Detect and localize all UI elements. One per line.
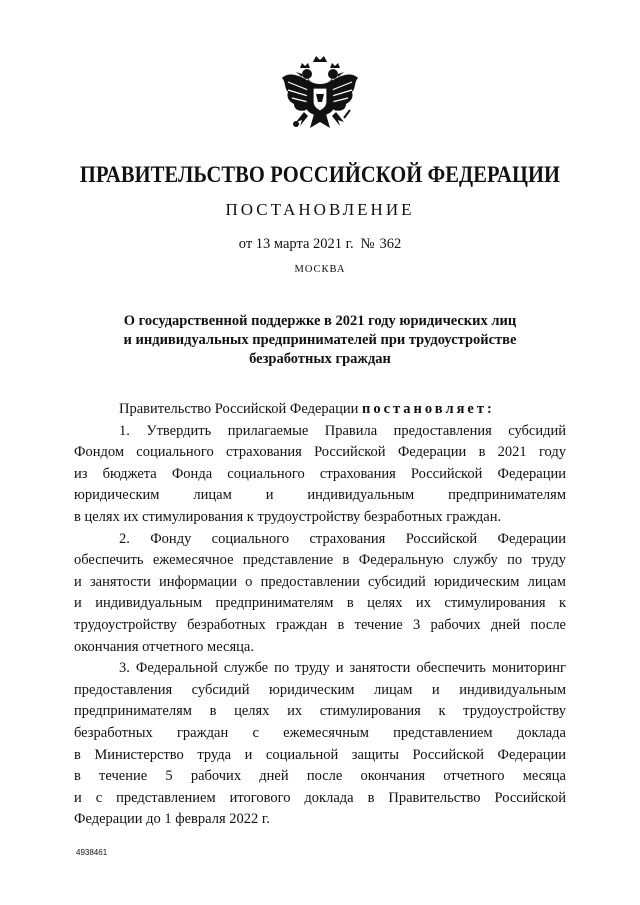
intro-line [74, 399, 566, 421]
paragraph-line: и занятости информации о предоставлении субсидий юридическим лицам [74, 573, 566, 590]
paragraph-line: окончания отчетного месяца. [74, 638, 254, 655]
paragraph-3 [74, 658, 566, 831]
document-body [74, 399, 566, 831]
document-heading [100, 312, 540, 369]
intro-text: Правительство Российской Федерации [119, 401, 359, 417]
government-title: ПРАВИТЕЛЬСТВО РОССИЙСКОЙ ФЕДЕРАЦИИ [79, 163, 561, 188]
paragraph-line: в целях их стимулирования к трудоустройству безработных граждан. [74, 508, 502, 525]
paragraph-line: обеспечить ежемесячное представление в Федеральную службу по труду [74, 552, 566, 569]
paragraph-line: в Министерство труда и социальной защиты Российской Федерации [74, 746, 566, 763]
document-date: от 13 марта 2021 г. [238, 236, 354, 252]
paragraph-line: предоставления субсидий юридическим лицам и индивидуальным [74, 681, 566, 698]
intro-emphasis: постановляет: [361, 401, 495, 417]
paragraph-line: и с представлением итогового доклада в Правительство Российской [74, 789, 566, 806]
date-line [0, 236, 640, 253]
paragraph-line: трудоустройству безработных граждан в течение 3 рабочих дней после [74, 616, 566, 633]
paragraph-line: юридическим лицам и индивидуальным предпринимателям [74, 487, 566, 504]
city: МОСКВА [294, 264, 346, 275]
paragraph-line: 3. Федеральной службе по труду и занятости обеспечить мониторинг [119, 660, 566, 677]
paragraph-line: Федерации до 1 февраля 2022 г. [74, 811, 270, 828]
paragraph-line: в течение 5 рабочих дней после окончания отчетного месяца [74, 768, 566, 785]
heading-line: и индивидуальных предпринимателей при трудоустройстве [123, 332, 517, 348]
paragraph-line: предпринимателям в целях их стимулирования к трудоустройству [74, 703, 566, 720]
russian-coat-of-arms-icon [280, 52, 360, 138]
heading-line: О государственной поддержке в 2021 году юридических лиц [123, 313, 517, 329]
paragraph-line: 1. Утвердить прилагаемые Правила предоставления субсидий [119, 422, 566, 439]
heading-line: безработных граждан [249, 351, 391, 367]
paragraph-line: 2. Фонду социального страхования Российской Федерации [119, 530, 566, 547]
document-type: ПОСТАНОВЛЕНИЕ [225, 200, 415, 219]
paragraph-line: и индивидуальным предпринимателям в целях их стимулирования к [74, 595, 566, 612]
paragraph-2 [74, 529, 566, 659]
paragraph-1 [74, 421, 566, 529]
document-id: 4938461 [76, 848, 108, 857]
paragraph-line: безработных граждан с ежемесячным представлением доклада [74, 724, 566, 741]
paragraph-line: из бюджета Фонда социального страхования Российской Федерации [74, 465, 566, 482]
number-sign: № [360, 236, 375, 252]
document-number: 362 [379, 236, 402, 252]
paragraph-line: Фондом социального страхования Российской Федерации в 2021 году [74, 444, 566, 461]
